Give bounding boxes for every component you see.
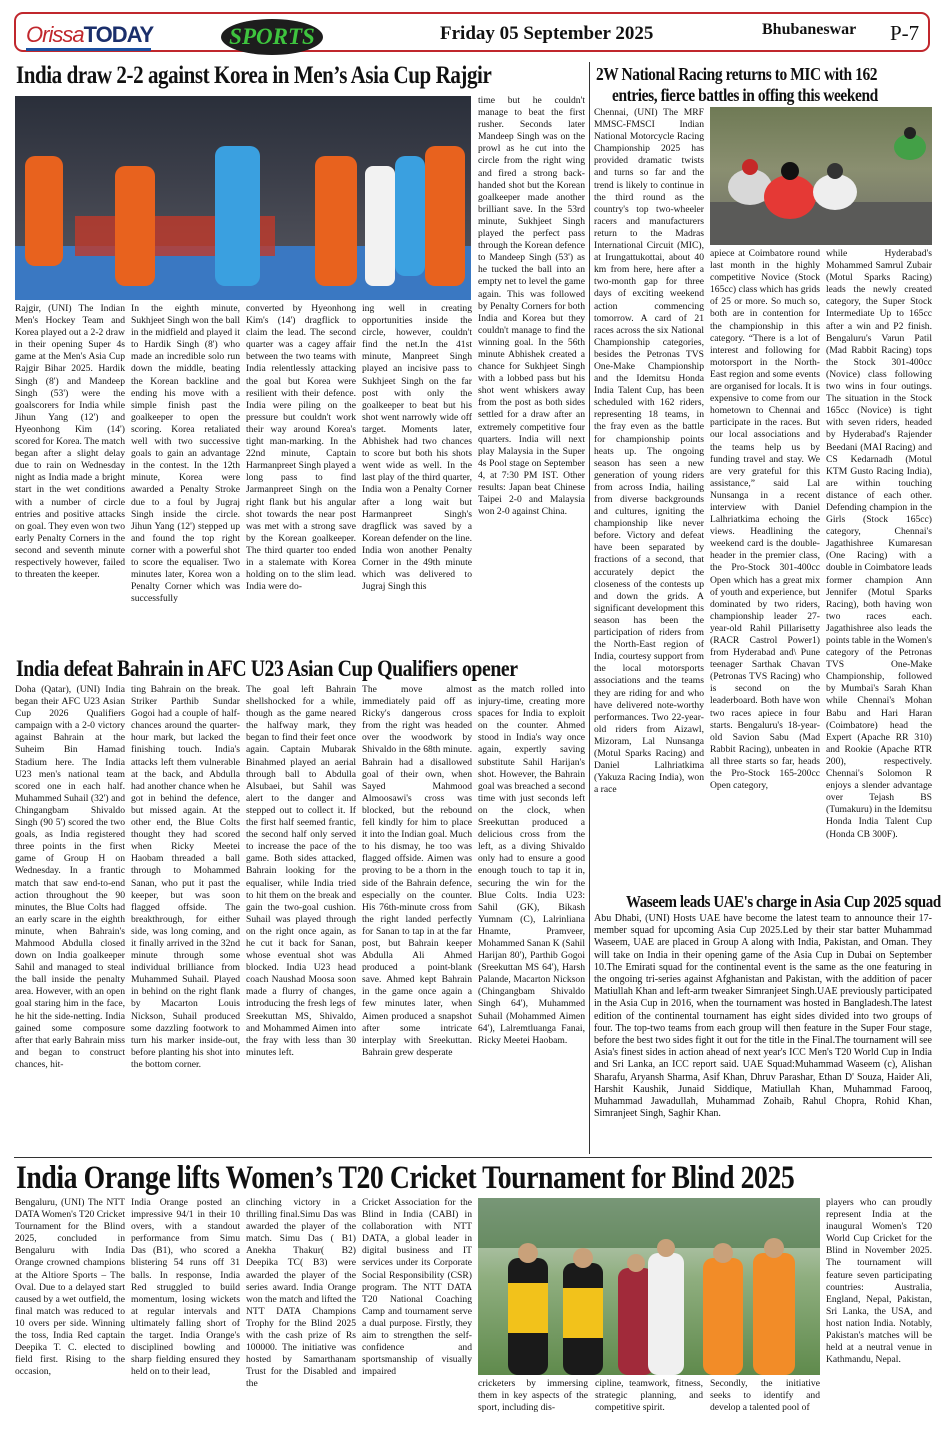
football-column-1: Doha (Qatar), (UNI) India began their AFC U23 Asian Cup 2026 Qualifiers campaign with a 2-0 victory against Bahrain at the Suheim Bin Hamad Stadium here. The India U23 men's national team scored one in each half. Muhammed Suhail (32') and Chingangbam Shivaldo Singh (90 5') scored the two goals, as India registered three points in the first game of Group H on Wednesday. In a frantic match that saw end-to-end action throughout the 90 minutes, the Blue Colts had an early scare in the eighth minute, when Bahrain's Mahmood Abdulla closed down on India goalkeeper Sahil and managed to steal the ball inside the penalty area. However, with an open goal staring him in the face, he hit the side-netting. India gained some composure after that early Bahrain miss and began to construct chances, hit- xyxy=(15,684,125,1070)
cricket-team-image xyxy=(478,1198,820,1375)
cricket-column-6: cipline, teamwork, fitness, strategic planning, and competitive spirit. xyxy=(595,1378,703,1414)
section-badge: SPORTS xyxy=(221,19,323,55)
cricket-column-8: players who can proudly represent India at the inaugural Women's T20 World Cup Cricket for the Blind in November 2025. The tournament will feature seven participating countries: Australia, England, Nepal, Pakistan, Sri Lanka, the USA, and host nation India. Notably, Pakistan's matches will be held at a neutral venue in Kathmandu, Nepal. xyxy=(826,1197,932,1366)
cricket-headline: India Orange lifts Women’s T20 Cricket Tournament for Blind 2025 xyxy=(16,1160,795,1196)
edition-city: Bhubaneswar xyxy=(762,21,857,38)
cricket-column-5: cricketers by immersing them in key aspects of the sport, including dis- xyxy=(478,1378,588,1414)
racing-headline-line-2: entries, fierce battles in offing this weekend xyxy=(612,85,878,105)
motorcycle-racers-image xyxy=(710,107,932,245)
hockey-column-3: converted by Hyeonhong Kim's (14') dragflick to claim the lead. The second quarter was a cagey affair between the two teams with India relentlessly attacking the goal but Korea were resilient with their defence. India were piling on the pressure but couldn't work their way around Korea's tight man-marking. In the 22nd minute, Captain Harmanpreet Singh played a long pass to find Jarmanpreet Singh on the right flank but his angular shot towards the near post was met with a strong save by the Korean goalkeeper. The third quarter too ended in a stalemate with Korea holding on to the slim lead. India were do- xyxy=(246,303,356,593)
hockey-players-image xyxy=(15,96,471,300)
page-number: P-7 xyxy=(890,21,920,45)
racing-photo xyxy=(710,107,932,245)
uae-body: Abu Dhabi, (UNI) Hosts UAE have become the latest team to announce their 17-member squad for upcoming Asia Cup 2025.Led by their star batter Muhammad Waseem, UAE are placed in Group A along with India, Pakistan, and Oman. They will take on India in their opening game of the Asia Cup in Dubai on September 10.The Emirati squad for the continental event is the same as the one featuring in the ongoing tri-series against Afghanistan and Pakistan, with the addition of pacer Matiullah Khan and left-arm tweaker Simranjeet Singh.UAE previously participated in the Asia Cup in 2016, when the tournament was hosted in Bangladesh.The latest edition of the continental tournament has eight sides divided into two groups of four. The top-two teams from each group will then feature in the Super Four stage, before the best two sides fight it out for the title in the Final.The tournament will see Asia's finest sides in action ahead of next year's ICC Men's T20 World Cup in India and Sri Lanka, an ICC report said. UAE Squad:Muhammad Waseem (c), Alishan Sharafu, Aryansh Sharma, Asif Khan, Dhruv Parashar, Ethan D' Souza, Haider Ali, Harshit Kaushik, Junaid Siddique, Matiullah Khan, Muhammad Farooq, Muhammad Jawadullah, Muhammad Zohaib, Rahul Chopra, Rohid Khan, Simranjeet Singh, Saghir Khan. xyxy=(594,913,932,1120)
football-column-3: The goal left Bahrain shellshocked for a while, though as the game neared the halfway mark, they began to find their feet once again. Captain Mubarak Binahmed played an aerial through ball to Abdulla Alsubaei, but Sahil was alert to the danger and stepped out to collect it. If the first half seemed frantic, the second half only served to increase the pace of the game. Both sides attacked, Bahrain looking for the equaliser, while India tried to hit them on the break and gain the two-goal cushion. Suhail was played through on the right once again, as he cut it back for Sanan, whose eventual shot was blocked. India U23 head coach Naushad Moosa soon made a flurry of changes, introducing the fresh legs of Sreekuttan MS, Shivaldo, and Mohammed Aimen into the fray with less than 30 minutes left. xyxy=(246,684,356,1058)
football-column-5: as the match rolled into injury-time, creating more spaces for India to exploit on the counter. Ahmed stood in India's way once again, expertly saving substitute Sahil Harijan's shot. However, the Bahrain goal was breached a second time with just seconds left on the clock, when Sreekuttan produced a delicious cross from the left, as a diving Shivaldo only had to ensure a good enough touch to tap it in, securing the win for the Blue Colts. India U23: Sahil (GK), Bikash Yumnam (C), Lalrinliana Hnamte, Pramveer, Mohammed Sanan K (Sahil Harijan 80'), Parthib Gogoi (Sreekuttan MS 64'), Harsh Palande, Macarton Nickson (Chingangbam Shivaldo Singh 64'), Muhammed Suhail (Mohammed Aimen 64'), Lalremtluanga Fanai, Ricky Meetei Haobam. xyxy=(478,684,585,1046)
hockey-column-5: time but he couldn't manage to beat the first rusher. Seconds later Mandeep Singh was on the prowl as he cut into the circle from the right wing and fired a strong back-handed shot but the Korean goalkeeper made another brilliant save. In the 53rd minute, Sukhjeet Singh played the perfect pass through the Korean defence to Mandeep Singh (53') as he tucked the ball into an empty net to level the game again. This was followed by Penalty Corners for both India and Korea but they couldn't manage to find the winning goal. In the 56th minute Abhishek created a chance for Sukhjeet Singh with a lobbed pass but his shot went whiskers away from the post as both sides settled for a draw after an extremely competitive four quarters. India will next play Malaysia in the Super 4s Pool stage on September 4, at 7:30 PM IST. Other results: Japan beat Chinese Taipei 2-0 and Malaysia won 2-0 against China. xyxy=(478,95,585,518)
cricket-column-7: Secondly, the initiative seeks to identify and develop a talented pool of xyxy=(710,1378,820,1414)
issue-date: Friday 05 September 2025 xyxy=(440,23,654,44)
logo-underline xyxy=(26,48,151,51)
hockey-column-4: ing well in creating opportunities inside the circle, however, couldn't find the net.In the 41st minute, Manpreet Singh played an incisive pass to Sukhjeet Singh on the far post with only the goalkeeper to beat but his shot went narrowly wide off target. Moments later, Abhishek had two chances to score but both his shots went wide as well. In the last play of the third quarter, India won a Penalty Corner after a long wait but Harmanpreet Singh's dragflick was saved by a Korean defender on the line. India won another Penalty Corner in the 49th minute which was delivered to Jugraj Singh this xyxy=(362,303,472,593)
racing-column-3: while Hyderabad's Mohammed Samrul Zubair (Motul Sparks Racing) leads the newly created category, the Super Stock Intermediate Up to 165cc after a win and P2 finish. Bengaluru's Varun Patil (Mad Rabbit Racing) tops the Stock 301-400cc (Novice) class following two wins in four outings. The situation in the Stock 165cc (Novice) is tight with seven riders, headed by Hyderabad's Rajender Beedani (MAI Racing) and CS Kedarnadh (Motul KTM Gusto Racing India), are within touching distance of each other. Defending champion in the Girls (Stock 165cc) category, Chennai's Jagathishree Kumaresan (One Racing) with a double in Coimbatore leads former champion Ann Jennifer (Motul Sparks Racing), both having won two races each. Jagathishree also leads the points table in the Women's category of the Petronas TVS One-Make Championship, followed by Mumbai's Sarah Khan while Chennai's Mohan Babu and Hari Haran (Coimbatore) head the Expert (Apache RR 310) and Rookie (Apache RTR 200), respectively. Chennai's Solomon R enjoys a slender advantage over Tejash BS (Tumakuru) in the Idemitsu Honda India Talent Cup (Honda CB 300F). xyxy=(826,248,932,840)
football-column-2: ting Bahrain on the break. Striker Parthib Sundar Gogoi had a couple of half-chances around the quarter-hour mark, but lacked the finishing touch. India's attacks left them vulnerable at the back, and Abdulla had another chance when he got in behind the defence, but missed again. At the other end, the Blue Colts thought they had scored when Ricky Meetei Haobam threaded a ball through to Mohammed Sanan, who put it past the keeper, but was soon flagged offside. The breakthrough, for either side, was long coming, and it finally arrived in the 32nd minute through some individual brilliance from Muhammed Suhail. Played in behind on the right flank by Macarton Louis Nickson, Suhail produced some dazzling footwork to turn his marker inside-out, before planting his shot into the bottom corner. xyxy=(131,684,240,1070)
column-divider xyxy=(589,62,590,1154)
racing-column-2: apiece at Coimbatore round last month in the highly competitive Novice (Stock 165cc) class which has grids of 25 or more. So much so, both are in contention for the championship in this category. “There is a lot of interest and following for motorsport in the North-East region and some events are organised for locals. It is expensive to come from our hometown to Chennai and participate in the races. But our local associations and the teams help us by funding travel and stay. We are very grateful for this assistance,” said Lal Nunsanga in a recent interview with Daniel Lalhriatkima echoing the views. Headlining the weekend card is the double-header in the premier class, the Pro-Stock 301-400cc Open which has a great mix of youth and experience, but dominated by two riders, championship leader 27-year-old Rahil Pillarisetty (RACR Castrol Power1) from Hyderabad and\ Pune teenager Sarthak Chavan (Petronas TVS Racing) who is second on the leaderboard. Both have won two races apiece in four starts. Bengaluru's 18-year-old Savion Sabu (Mad Rabbit Racing), unbeaten in all three starts so far, heads the Pro-Stock 165-200cc Open category, xyxy=(710,248,820,792)
hockey-headline: India draw 2-2 against Korea in Men’s Asia Cup Rajgir xyxy=(16,62,492,89)
racing-headline-line-1: 2W National Racing returns to MIC with 162 xyxy=(596,64,878,84)
cricket-photo xyxy=(478,1198,820,1375)
football-column-4: The move almost immediately paid off as Ricky's dangerous cross from the right was headed over the woodwork by Shivaldo in the 68th minute. Bahrain had a disallowed goal of their own, when Sayed Mahmood Almoosawi's cross was blocked, but the rebound fell kindly for him to place it into the Indian goal. Much to his dismay, he too was flagged offside. Aimen was proving to be a thorn in the side of the Bahrain defence, especially on the counter. His 76th-minute cross from the right landed perfectly for Sanan to tap in at the far post, but Bahrain keeper Abdulla Ali Ahmed produced a point-blank save. Ahmed kept Bahrain in the game once again a few minutes later, when Aimen produced a snapshot after some intricate interplay with Sreekuttan. Bahrain grew desperate xyxy=(362,684,472,1058)
section-divider xyxy=(14,1157,932,1158)
racing-column-1: Chennai, (UNI) The MRF MMSC-FMSCI Indian National Motorcycle Racing Championship 2025 has provided dramatic twists and turns so far and the trend is likely to continue in the third round as the country's top two-wheeler racers and manufacturers return to the Madras International Circuit (MIC), at Irungattukottai, about 40 km from here, here after a two-month gap for three days of exciting weekend action commencing tomorrow. A card of 21 races across the six National Championship categories, besides the Petronas TVS One-Make Championship and the Idemitsu Honda India Talent Cup, has been scheduled with 162 riders, representing 18 teams, in the fray even as the battle for championship points heats up. The ongoing season has seen a new generation of young riders from across India, hailing from diverse backgrounds and cultures, igniting the championship like never before. Victory and defeat have been separated by fractions of a second, that accurately depict the closeness of the contests up and down the grids. A significant development this season has been the participation of riders from the North-East region of India, courtesy support from the local motorsports associations and the teams they are riding for and who have delivered note-worthy performances. Two 22-year-old riders from Aizawl, Mizoram, Lal Nunsanga (Motul Sparks Racing) and Daniel Lalhriatkima (Yakuza Racing India), won a race xyxy=(594,107,704,796)
hockey-photo xyxy=(15,96,471,300)
hockey-column-1: Rajgir, (UNI) The Indian Men's Hockey Team and Korea played out a 2-2 draw in their opening Super 4s game at the Men's Asia Cup Rajgir Bihar 2025. Hardik Singh (8') and Mandeep Singh (53') were the goalscorers for India while Jihun Yang (12') and Hyeonhong Kim (14') scored for Korea. The match began after a slight delay due to rain on Wednesday night as India made a bright start in the wet conditions with a number of circle entries and positive attacks on goal. They even won two early Penalty Corners in the second and seventh minute respectively however, failed to threaten the keeper. xyxy=(15,303,125,581)
newspaper-logo: OrissaTODAY xyxy=(26,22,154,47)
cricket-column-4: Cricket Association for the Blind in India (CABI) in collaboration with NTT DATA, a global leader in digital business and IT services under its Corporate Social Responsibility (CSR) program. The NTT DATA T20 National Coaching Camp and tournament serve a dual purpose. Firstly, they aim to strengthen the self-confidence and sportsmanship of visually impaired xyxy=(362,1197,472,1378)
cricket-column-2: India Orange posted an impressive 94/1 in their 10 overs, with a standout performance from Simu Das (B1), who scored a blistering 54 runs off 31 balls. In response, India Red struggled to build momentum, losing wickets at regular intervals and ultimately falling short of the target. India Orange's disciplined bowling and sharp fielding ensured they held on to their lead, xyxy=(131,1197,240,1378)
hockey-column-2: In the eighth minute, Sukhjeet Singh won the ball in the midfield and played it to Hardik Singh (8') who made an incredible solo run down the middle, beating the Korean backline and ending his move with a simple finish past the goalkeeper to open the scoring. Korea retaliated well with two successive goals to gain an advantage in the contest. In the 12th minute, Korea were awarded a Penalty Stroke due to a foul by Jugraj Singh inside the circle. Jihun Yang (12') stepped up and found the top right corner with a powerful shot to score the equaliser. Two minutes later, Korea won a Penalty Corner which was successfully xyxy=(131,303,240,605)
football-headline: India defeat Bahrain in AFC U23 Asian Cup Qualifiers opener xyxy=(16,656,518,681)
uae-headline: Waseem leads UAE's charge in Asia Cup 2025 squad xyxy=(626,892,941,911)
cricket-column-3: clinching victory in a thrilling final.Simu Das was awarded the player of the match. Simu Das ( B1) Anekha Thakur( B2) Deepika TC( B3) were awarded the player of the series award. India Orange won the match and lifted the NTT DATA Champions Trophy for the Blind 2025 with the cash prize of Rs 100000. The initiative was hosted by Samarthanam Trust for the Disabled and the xyxy=(246,1197,356,1390)
cricket-column-1: Bengaluru, (UNI) The NTT DATA Women's T20 Cricket Tournament for the Blind 2025, concluded in Bengaluru with India Orange crowned champions at the Altiore Sports – The Oval. Due to a delayed start caused by a wet outfield, the final match was reduced to 10 overs per side. Winning the toss, India Red captain Deepika T. C. elected to field first. Rising to the occasion, xyxy=(15,1197,125,1378)
